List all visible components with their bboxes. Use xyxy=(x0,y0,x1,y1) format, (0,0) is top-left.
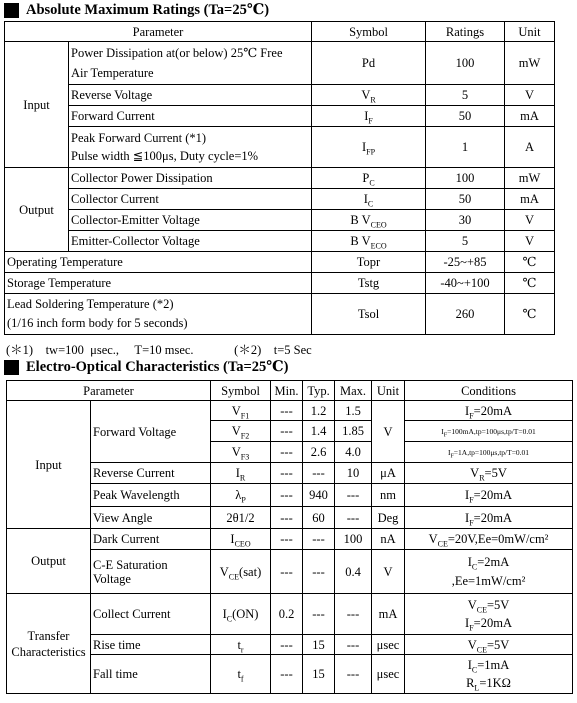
rating-cell: 50 xyxy=(426,106,505,127)
param-cell: Peak Wavelength xyxy=(91,484,211,507)
group-label-input: Input xyxy=(7,401,91,529)
symbol-cell: $I_{FP}$ xyxy=(312,127,426,168)
unit-cell: μsec xyxy=(372,655,405,694)
abs-max-title xyxy=(4,1,269,19)
eo-header-parameter: Parameter xyxy=(7,381,211,401)
eo-table xyxy=(6,380,573,694)
param-cell: Dark Current xyxy=(91,529,211,550)
condition-cell: $V_{CE}=20V,Ee=0mW$/cm² xyxy=(405,529,573,550)
unit-cell: μsec xyxy=(372,635,405,655)
unit-cell: mA xyxy=(505,106,555,127)
param-cell: View Angle xyxy=(91,507,211,529)
max-cell: 10 xyxy=(335,463,372,484)
eo-header-symbol: Symbol xyxy=(211,381,271,401)
eo-header-typ: Typ. xyxy=(303,381,335,401)
param-cell: Collector Current xyxy=(69,189,312,210)
param-cell: Rise time xyxy=(91,635,211,655)
param-cell: Reverse Current xyxy=(91,463,211,484)
symbol-cell: $t_r$ xyxy=(211,635,271,655)
table-row xyxy=(7,655,573,694)
rating-cell: 50 xyxy=(426,189,505,210)
footnote: (＊1) tw=100 μsec., T=10 msec. (＊2) t=5 Sec xyxy=(6,343,312,357)
condition-cell: $I_C=2mA$ ,Ee=1mW/cm² xyxy=(405,550,573,594)
typ-cell: 2.6 xyxy=(303,442,335,463)
symbol-cell: $I_F$ xyxy=(312,106,426,127)
eo-header-conditions: Conditions xyxy=(405,381,573,401)
max-cell: 0.4 xyxy=(335,550,372,594)
param-cell: C-E Saturation Voltage xyxy=(91,550,211,594)
condition-cell: $V_R=5V$ xyxy=(405,463,573,484)
param-cell: Peak Forward Current (*1) Pulse width ≦100μs, Duty cycle=1% xyxy=(69,127,312,168)
eo-header-unit: Unit xyxy=(372,381,405,401)
table-row xyxy=(5,210,555,231)
group-label-transfer: Transfer Characteristics xyxy=(7,594,91,694)
typ-cell: --- xyxy=(303,594,335,635)
rating-cell: 1 xyxy=(426,127,505,168)
min-cell: --- xyxy=(271,463,303,484)
abs-max-table xyxy=(4,21,555,335)
min-cell: --- xyxy=(271,635,303,655)
abs-header-parameter: Parameter xyxy=(5,22,312,42)
condition-cell: $I_C=1mA$ $R_L=1K\Omega$ xyxy=(405,655,573,694)
unit-cell: V xyxy=(505,231,555,252)
symbol-cell: $I_C(ON)$ xyxy=(211,594,271,635)
symbol-cell: 2θ1/2 xyxy=(211,507,271,529)
abs-header-ratings: Ratings xyxy=(426,22,505,42)
unit-cell: A xyxy=(505,127,555,168)
param-cell: Power Dissipation at(or below) 25℃ Free Air Temperature xyxy=(69,42,312,85)
symbol-cell: B $V_{CEO}$ xyxy=(312,210,426,231)
symbol-cell: $V_{F3}$ xyxy=(211,442,271,463)
symbol-cell: Tsol xyxy=(312,294,426,335)
symbol-cell: $I_C$ xyxy=(312,189,426,210)
table-row xyxy=(5,189,555,210)
typ-cell: 15 xyxy=(303,655,335,694)
min-cell: --- xyxy=(271,401,303,421)
typ-cell: --- xyxy=(303,550,335,594)
param-cell: Collect Current xyxy=(91,594,211,635)
max-cell: --- xyxy=(335,635,372,655)
rating-cell: 5 xyxy=(426,85,505,106)
rating-cell: 100 xyxy=(426,42,505,85)
max-cell: 4.0 xyxy=(335,442,372,463)
symbol-cell: Topr xyxy=(312,252,426,273)
param-cell: Storage Temperature xyxy=(5,273,312,294)
max-cell: --- xyxy=(335,655,372,694)
table-row xyxy=(5,42,555,85)
table-row xyxy=(5,294,555,335)
abs-header-row xyxy=(5,22,555,42)
eo-title-text: Electro-Optical Characteristics (Ta=25℃) xyxy=(26,359,289,375)
typ-cell: 60 xyxy=(303,507,335,529)
unit-cell: mA xyxy=(372,594,405,635)
table-row xyxy=(5,106,555,127)
typ-cell: 940 xyxy=(303,484,335,507)
min-cell: --- xyxy=(271,442,303,463)
condition-cell: $I_F=20mA$ xyxy=(405,484,573,507)
unit-cell: nA xyxy=(372,529,405,550)
min-cell: --- xyxy=(271,529,303,550)
max-cell: 1.5 xyxy=(335,401,372,421)
param-cell: Forward Current xyxy=(69,106,312,127)
eo-title xyxy=(4,358,288,376)
eo-header-max: Max. xyxy=(335,381,372,401)
symbol-cell: $V_R$ xyxy=(312,85,426,106)
symbol-cell: $V_{F2}$ xyxy=(211,421,271,442)
group-label-output: Output xyxy=(7,529,91,594)
symbol-cell: $\lambda_P$ xyxy=(211,484,271,507)
condition-cell: $I_F=1A,tp=100\mu s,tp/T=0.01$ xyxy=(405,442,573,463)
table-row xyxy=(7,550,573,594)
table-row xyxy=(7,635,573,655)
unit-cell: mW xyxy=(505,168,555,189)
param-cell: Forward Voltage xyxy=(91,401,211,463)
condition-cell: $V_{CE}=5V$ $I_F=20mA$ xyxy=(405,594,573,635)
max-cell: --- xyxy=(335,594,372,635)
group-label-input: Input xyxy=(5,42,69,168)
unit-cell: V xyxy=(372,401,405,463)
symbol-cell: Tstg xyxy=(312,273,426,294)
param-cell: Fall time xyxy=(91,655,211,694)
symbol-cell: Pd xyxy=(312,42,426,85)
rating-cell: 5 xyxy=(426,231,505,252)
table-row xyxy=(7,463,573,484)
min-cell: --- xyxy=(271,550,303,594)
symbol-cell: $I_{CEO}$ xyxy=(211,529,271,550)
symbol-cell: $P_C$ xyxy=(312,168,426,189)
table-row xyxy=(5,168,555,189)
section-bullet-icon xyxy=(4,3,19,18)
unit-cell: V xyxy=(505,210,555,231)
unit-cell: nm xyxy=(372,484,405,507)
condition-cell: $I_F=20mA$ xyxy=(405,507,573,529)
eo-header-row xyxy=(7,381,573,401)
typ-cell: --- xyxy=(303,463,335,484)
rating-cell: -25~+85 xyxy=(426,252,505,273)
max-cell: --- xyxy=(335,507,372,529)
typ-cell: --- xyxy=(303,529,335,550)
unit-cell: Deg xyxy=(372,507,405,529)
rating-cell: 100 xyxy=(426,168,505,189)
min-cell: 0.2 xyxy=(271,594,303,635)
group-label-output: Output xyxy=(5,168,69,252)
typ-cell: 1.4 xyxy=(303,421,335,442)
table-row xyxy=(7,529,573,550)
max-cell: 1.85 xyxy=(335,421,372,442)
max-cell: --- xyxy=(335,484,372,507)
min-cell: --- xyxy=(271,484,303,507)
symbol-cell: $V_{F1}$ xyxy=(211,401,271,421)
symbol-cell: $t_f$ xyxy=(211,655,271,694)
table-row xyxy=(5,231,555,252)
param-cell: Collector-Emitter Voltage xyxy=(69,210,312,231)
symbol-cell: B $V_{ECO}$ xyxy=(312,231,426,252)
unit-cell: V xyxy=(505,85,555,106)
table-row xyxy=(7,507,573,529)
max-cell: 100 xyxy=(335,529,372,550)
unit-cell: ℃ xyxy=(505,273,555,294)
min-cell: --- xyxy=(271,507,303,529)
symbol-cell: $I_R$ xyxy=(211,463,271,484)
unit-cell: V xyxy=(372,550,405,594)
condition-cell: $V_{CE}=5V$ xyxy=(405,635,573,655)
eo-header-min: Min. xyxy=(271,381,303,401)
unit-cell: ℃ xyxy=(505,294,555,335)
rating-cell: 260 xyxy=(426,294,505,335)
table-row xyxy=(5,273,555,294)
table-row xyxy=(5,127,555,168)
table-row xyxy=(7,484,573,507)
abs-header-unit: Unit xyxy=(505,22,555,42)
table-row xyxy=(7,401,573,421)
param-cell: Emitter-Collector Voltage xyxy=(69,231,312,252)
abs-max-title-text: Absolute Maximum Ratings (Ta=25℃) xyxy=(26,2,270,18)
param-cell: Collector Power Dissipation xyxy=(69,168,312,189)
rating-cell: -40~+100 xyxy=(426,273,505,294)
condition-cell: $I_F=100mA,tp=100\mu s,tp/T=0.01$ xyxy=(405,421,573,442)
table-row xyxy=(5,85,555,106)
param-cell: Lead Soldering Temperature (*2) (1/16 inch form body for 5 seconds) xyxy=(5,294,312,335)
rating-cell: 30 xyxy=(426,210,505,231)
typ-cell: 1.2 xyxy=(303,401,335,421)
typ-cell: 15 xyxy=(303,635,335,655)
unit-cell: μA xyxy=(372,463,405,484)
section-bullet-icon xyxy=(4,360,19,375)
unit-cell: ℃ xyxy=(505,252,555,273)
unit-cell: mW xyxy=(505,42,555,85)
abs-header-symbol: Symbol xyxy=(312,22,426,42)
table-row xyxy=(5,252,555,273)
min-cell: --- xyxy=(271,655,303,694)
symbol-cell: $V_{CE}(sat)$ xyxy=(211,550,271,594)
param-cell: Reverse Voltage xyxy=(69,85,312,106)
condition-cell: $I_F=20mA$ xyxy=(405,401,573,421)
unit-cell: mA xyxy=(505,189,555,210)
param-cell: Operating Temperature xyxy=(5,252,312,273)
min-cell: --- xyxy=(271,421,303,442)
table-row xyxy=(7,594,573,635)
